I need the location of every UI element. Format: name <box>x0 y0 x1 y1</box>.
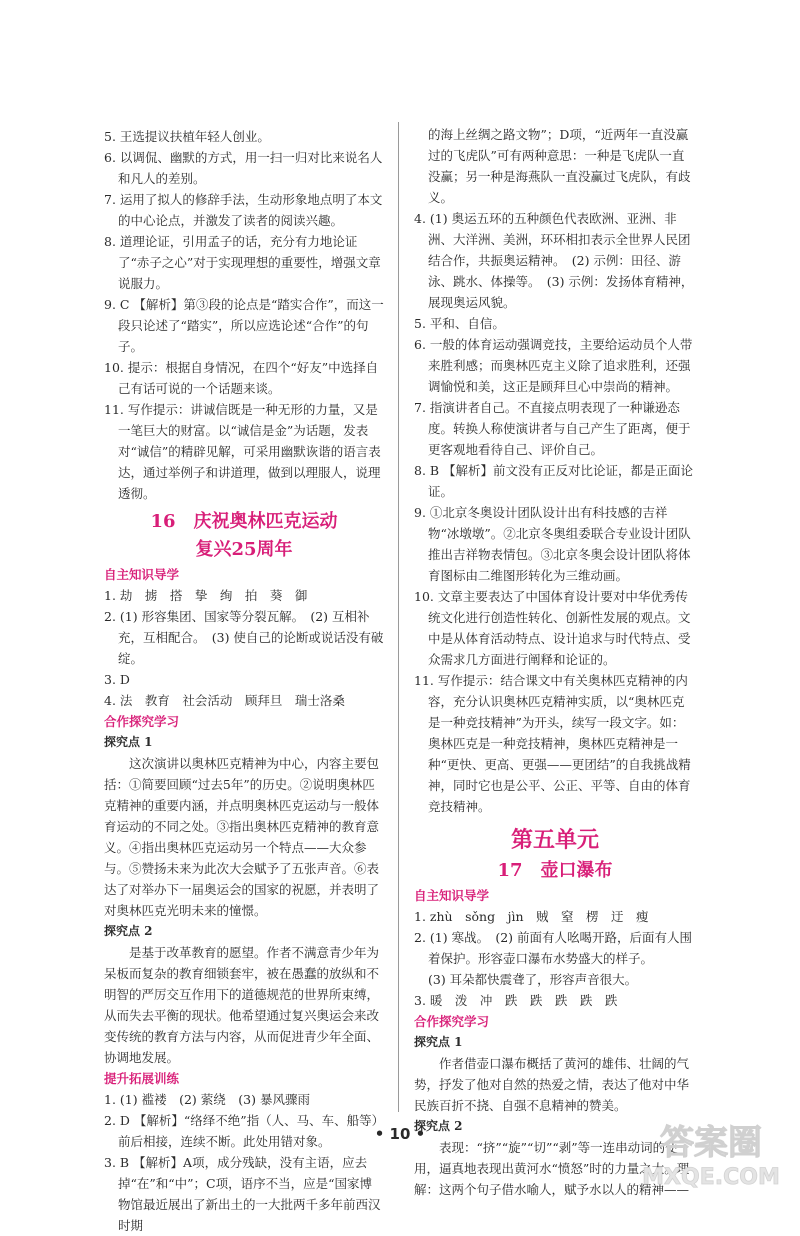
section-heading-zizhu: 自主知识导学 <box>104 567 180 582</box>
tanjiu-text: 是基于改革教育的愿望。作者不满意青少年为呆板而复杂的教育细锁套牢，被在愚蠢的放纵和不明智的严厉交互作用下的道德规范的世界所束缚，从而失去平衡的现状。他希望通过复兴奥运会来改变传统的教育方法与内容，从而促进青少年全面、协调地发展。 <box>104 945 380 1065</box>
section-heading-hezuo: 合作探究学习 <box>414 1014 490 1029</box>
left-column <box>104 126 384 1236</box>
tanjiu-text: 表现：“挤”“旋”“切”“剥”等一连串动词的使用，逼真地表现出黄河水“愤怒”时的力量之大。理解：这两个句子借水喻人，赋予水以人的精神—— <box>414 1140 690 1197</box>
answer-item: 2. (1) 形容集团、国家等分裂瓦解。 (2) 互相补充，互相配合。 (3) 使自己的论断或说话没有破绽。 <box>104 609 384 666</box>
answer-item: 2. D 【解析】“络绎不绝”指（人、马、车、船等）前后相接，连续不断。此处用错对象。 <box>104 1113 378 1149</box>
lesson-title-line2: 复兴25周年 <box>195 539 293 560</box>
answer-item: 3. D <box>104 672 130 687</box>
section-heading-hezuo: 合作探究学习 <box>104 714 180 729</box>
svg-text:答案圈: 答案圈 <box>660 1123 762 1163</box>
tanjiu-label: 探究点 2 <box>414 1119 463 1133</box>
column-divider <box>398 122 399 1112</box>
tanjiu-text: 这次演讲以奥林匹克精神为中心，内容主要包括：①简要回顾“过去5年”的历史。②说明奥林匹克精神的重要内涵，并点明奥林匹克运动与一般体育运动的不同之处。③指出奥林匹克精神的教育意义。④指出奥林匹克运动另一个特点——大众参与。⑤赞扬未来为此次大会赋予了五张声音。⑥表达了对举办下一届奥运会的国家的祝愿，并表明了对奥林匹克光明未来的憧憬。 <box>104 756 380 918</box>
left-top-items <box>104 126 384 504</box>
tanjiu-label: 探究点 2 <box>104 924 153 938</box>
answer-item: (3) 耳朵都快震聋了，形容声音很大。 <box>428 972 638 987</box>
answer-item-continued: 的海上丝绸之路文物”；D项，“近两年一直没赢过的飞虎队”可有两种意思：一种是飞虎队一直没赢；另一种是海燕队一直没赢过飞虎队，有歧义。 <box>428 127 691 205</box>
answer-item: 1. zhù sǒng jìn 贼 窒 楞 迂 瘦 <box>414 909 649 924</box>
answer-item: 11. 写作提示：结合课文中有关奥林匹克精神的内容，充分认识奥林匹克精神实质，以“奥林匹克是一种竞技精神”为开头，续写一段文字。如：奥林匹克是一种竞技精神，奥林匹克精神是一种“更快、更高、更强——更团结”的自我挑战精神，同时它也是公平、公正、平等、自由的体育竞技精神。 <box>414 673 691 814</box>
section-heading-tisheng: 提升拓展训练 <box>104 1071 180 1086</box>
answer-item: 4. (1) 奥运五环的五种颜色代表欧洲、亚洲、非洲、大洋洲、美洲，环环相扣表示全世界人民团结合作，共振奥运精神。 (2) 示例：田径、游泳、跳水、体操等。 (3) 示例：发扬体育精神，展现奥运风貌。 <box>414 211 694 310</box>
answer-item: 7. 指演讲者自己。不直接点明表现了一种谦逊态度。转换人称使演讲者与自己产生了距离，便于更客观地看待自己、评价自己。 <box>414 400 691 457</box>
answer-item: 9. ①北京冬奥设计团队设计出有科技感的吉祥物“冰墩墩”。②北京冬奥组委联合专业设计团队推出吉祥物表情包。③北京冬奥会设计团队将体育图标由二维图形转化为三维动画。 <box>414 505 691 583</box>
answer-item: 5. 王选提议扶植年轻人创业。 <box>104 129 270 144</box>
tanjiu-label: 探究点 1 <box>414 1035 463 1049</box>
answer-item: 7. 运用了拟人的修辞手法，生动形象地点明了本文的中心论点，并激发了读者的阅读兴趣。 <box>104 192 383 228</box>
answer-item: 2. (1) 寒战。 (2) 前面有人吆喝开路，后面有人围着保护。形容壶口瀑布水势盛大的样子。 <box>414 930 693 966</box>
svg-text:MXQE.COM: MXQE.COM <box>642 1165 780 1190</box>
watermark-logo <box>636 1112 786 1192</box>
answer-item: 8. 道理论证，引用孟子的话，充分有力地论证了“赤子之心”对于实现理想的重要性，增强文章说服力。 <box>104 234 381 291</box>
answer-item: 10. 文章主要表达了中国体育设计要对中华优秀传统文化进行创造性转化、创新性发展的观点。文中是从体育活动特点、设计追求与时代特点、受众需求几方面进行阐释和论证的。 <box>414 589 691 667</box>
page-number: • 10 • <box>374 1125 426 1143</box>
answer-item: 1. (1) 褴褛 (2) 萦绕 (3) 暴风骤雨 <box>104 1092 310 1107</box>
tanjiu-label: 探究点 1 <box>104 735 153 749</box>
right-column <box>414 124 696 1200</box>
answer-item: 9. C 【解析】第③段的论点是“踏实合作”，而这一段只论述了“踏实”，所以应选论述“合作”的句子。 <box>104 297 384 354</box>
answer-item: 3. 暖 泼 冲 跌 跌 跌 跌 跌 <box>414 993 618 1008</box>
answer-item: 11. 写作提示：讲诚信既是一种无形的力量，又是一笔巨大的财富。以“诚信是金”为话题，发表对“诚信”的精辟见解，可采用幽默诙谐的语言表达，通过举例子和讲道理，做到以理服人，说理透彻。 <box>104 402 381 501</box>
lesson-title: 16 庆祝奥林匹克运动 <box>150 511 338 532</box>
unit-title: 第五单元 <box>510 827 599 853</box>
section-heading-zizhu: 自主知识导学 <box>414 888 490 903</box>
answer-item: 8. B 【解析】前文没有正反对比论证，都是正面论证。 <box>414 463 694 499</box>
answer-item: 1. 劫 掳 搭 挚 绚 拍 葵 御 <box>104 588 308 603</box>
lesson-title: 17 壶口瀑布 <box>497 860 613 881</box>
answer-item: 6. 以调侃、幽默的方式，用一扫一归对比来说名人和凡人的差别。 <box>104 150 383 186</box>
answer-item: 10. 提示：根据自身情况，在四个“好友”中选择自己有话可说的一个话题来谈。 <box>104 360 379 396</box>
answer-item: 3. B 【解析】A项，成分残缺，没有主语，应去掉“在”和“中”；C项，语序不当，应是“国家博物馆最近展出了新出土的一大批两千多年前西汉时期 <box>104 1155 381 1233</box>
answer-item: 4. 法 教育 社会活动 顾拜旦 瑞士洛桑 <box>104 693 345 708</box>
answer-item: 6. 一般的体育运动强调竞技，主要给运动员个人带来胜利感；而奥林匹克主义除了追求胜利，还强调愉悦和美，这正是顾拜旦心中崇尚的精神。 <box>414 337 693 394</box>
answer-item: 5. 平和、自信。 <box>414 316 505 331</box>
tanjiu-text: 作者借壶口瀑布概括了黄河的雄伟、壮阔的气势，抒发了他对自然的热爱之情，表达了他对中华民族百折不挠、自强不息精神的赞美。 <box>414 1056 690 1113</box>
